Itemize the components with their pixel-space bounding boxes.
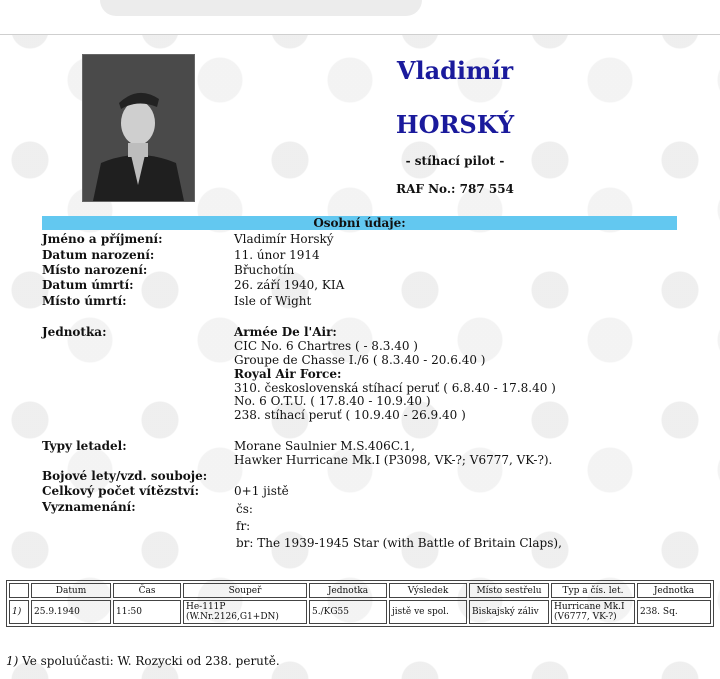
col-header-date: Datum: [31, 583, 111, 598]
col-header-enemy-unit: Jednotka: [309, 583, 387, 598]
footnote-mark: 1): [6, 654, 19, 668]
col-header-plane: Typ a čís. let.: [551, 583, 635, 598]
cell-plane-type: Hurricane Mk.I: [554, 602, 625, 612]
dob-value: 11. únor 1914: [234, 248, 320, 262]
sorties-label: Bojové lety/vzd. souboje:: [42, 469, 208, 483]
cell-date: 25.9.1940: [31, 600, 111, 624]
cell-result: jistě ve spol.: [389, 600, 467, 624]
unit-item: Groupe de Chasse I./6 ( 8.3.40 - 20.6.40 ): [234, 353, 486, 367]
col-header-index: [9, 583, 29, 598]
decoration-item: fr:: [236, 519, 251, 533]
dod-label: Datum úmrtí:: [42, 278, 134, 292]
unit-air-force-french: Armée De l'Air:: [234, 325, 337, 339]
pod-label: Místo úmrtí:: [42, 294, 127, 308]
cell-time: 11:50: [113, 600, 181, 624]
decoration-item: čs:: [236, 502, 253, 516]
cell-plane: [551, 600, 635, 624]
col-header-time: Čas: [113, 583, 181, 598]
aircraft-label: Typy letadel:: [42, 439, 127, 453]
col-header-enemy: Soupeř: [183, 583, 307, 598]
unit-air-force-raf: Royal Air Force:: [234, 367, 342, 381]
cell-index: 1): [9, 600, 29, 624]
pob-value: Břuchotín: [234, 263, 295, 277]
cell-enemy: [183, 600, 307, 624]
col-header-own-unit: Jednotka: [637, 583, 711, 598]
name-value: Vladimír Horský: [234, 232, 334, 246]
unit-item: No. 6 O.T.U. ( 17.8.40 - 10.9.40 ): [234, 394, 431, 408]
unit-item: 238. stíhací peruť ( 10.9.40 - 26.9.40 ): [234, 408, 466, 422]
col-header-place: Místo sestřelu: [469, 583, 549, 598]
dob-label: Datum narození:: [42, 248, 155, 262]
pilot-last-name: HORSKÝ: [395, 110, 515, 139]
decoration-item: br: The 1939-1945 Star (with Battle of Britain Claps),: [236, 536, 562, 550]
table-row: [9, 600, 711, 624]
cell-place: Biskajský záliv: [469, 600, 549, 624]
victory-table: [6, 580, 714, 627]
search-bar[interactable]: [100, 0, 422, 16]
pob-label: Místo narození:: [42, 263, 148, 277]
cell-plane-serial: (V6777, VK-?): [554, 612, 617, 622]
victories-value: 0+1 jistě: [234, 484, 289, 498]
footnote-text: Ve spoluúčasti: W. Rozycki od 238. perutě.: [18, 654, 280, 668]
cell-own-unit: 238. Sq.: [637, 600, 711, 624]
pilot-portrait: [82, 54, 195, 202]
cell-enemy-unit: 5./KG55: [309, 600, 387, 624]
raf-number: RAF No.: 787 554: [396, 182, 514, 196]
victories-label: Celkový počet vítězství:: [42, 484, 200, 498]
cell-enemy-serial: (W.Nr.2126,G1+DN): [186, 612, 279, 622]
col-header-result: Výsledek: [389, 583, 467, 598]
aircraft-item: Hawker Hurricane Mk.I (P3098, VK-?; V6777, VK-?).: [234, 453, 553, 467]
unit-item: 310. československá stíhací peruť ( 6.8.40 - 17.8.40 ): [234, 381, 556, 395]
pilot-role: - stíhací pilot -: [405, 154, 505, 168]
pod-value: Isle of Wight: [234, 294, 312, 308]
decorations-label: Vyznamenání:: [42, 500, 136, 514]
pilot-photo-icon: [83, 55, 194, 201]
name-label: Jméno a příjmení:: [42, 232, 163, 246]
pilot-first-name: Vladimír: [396, 56, 514, 85]
table-header-row: [9, 583, 711, 598]
unit-label: Jednotka:: [42, 325, 107, 339]
section-header-personal: Osobní údaje:: [42, 216, 677, 230]
browser-top-bar: [0, 0, 720, 35]
footnote: [6, 654, 280, 668]
unit-item: CIC No. 6 Chartres ( - 8.3.40 ): [234, 339, 418, 353]
dod-value: 26. září 1940, KIA: [234, 278, 345, 292]
cell-enemy-type: He-111P: [186, 602, 226, 612]
aircraft-item: Morane Saulnier M.S.406C.1,: [234, 439, 415, 453]
